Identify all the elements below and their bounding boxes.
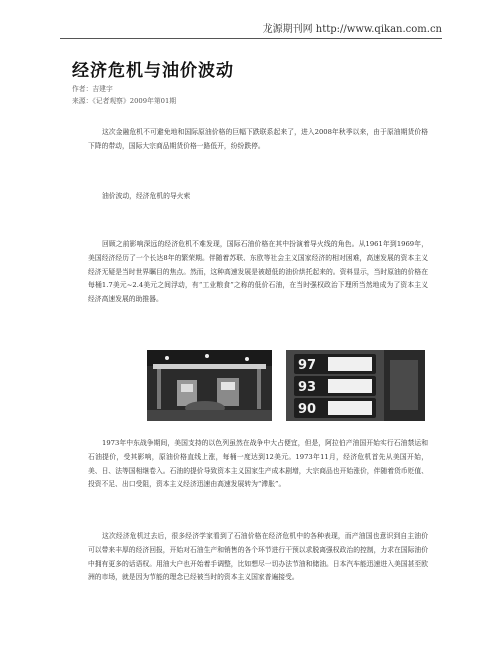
article-source: 来源：《记者观察》2009年第01期 xyxy=(72,97,177,105)
header-divider xyxy=(60,38,442,39)
gas-station-photo-icon xyxy=(147,350,272,421)
sign-grade-90: 90 xyxy=(298,402,317,417)
sign-grade-93: 93 xyxy=(298,380,317,395)
fuel-price-sign-photo-icon xyxy=(286,350,425,421)
fuel-price-sign-photo xyxy=(286,350,425,421)
sign-grade-97: 97 xyxy=(298,358,317,373)
article-author: 作者：吉建宇 xyxy=(72,85,113,93)
paragraph-aftermath: 这次经济危机过去后，很多经济学家看到了石油价格在经济危机中的各种表现，而产油国也意识到自主油价可以带来丰厚的经济回报，开始对石油生产和销售的各个环节进行干预以求脱离强权政治的控制，力求在国际油价中拥有更多的话语权。用油大户也开始着手调整，比如想尽一切办法节油和储油。日本汽车能迅速进入美国甚至欧洲的市场，就是因为节能的理念已经被当时的资本主义国家普遍接受。 xyxy=(88,532,428,582)
header-site-url: 龙源期刊网 http://www.qikan.com.cn xyxy=(262,24,442,35)
paragraph-history: 回顾之前影响深远的经济危机不难发现，国际石油价格在其中扮演着导火线的角色。从1961年到1969年，美国经济经历了一个长达8年的繁荣期。伴随着苏联、东欧等社会主义国家经济的相对困难，高速发展的资本主义经济无疑是当时世界瞩目的焦点。然而，这种高速发展是被超低的油价烘托起来的。资料显示，当时原油的价格在每桶1.7美元~2.4美元之间浮动，有“工业粮食”之称的低价石油，在当时强权政治下理所当然地成为了资本主义经济高速发展的助推器。 xyxy=(88,240,428,304)
paragraph-intro: 这次金融危机不可避免地和国际原油价格的巨幅下跌联系起来了，进入2008年秋季以来，由于原油期货价格下降的带动，国际大宗商品期货价格一路低开，纷纷跌停。 xyxy=(88,128,428,150)
paragraph-1973-crisis: 1973年中东战争期间，美国支持的以色列虽然在战争中大占便宜，但是，阿拉伯产油国开始实行石油禁运和石油提价，受其影响，原油价格直线上涨，每桶一度达到12美元。1973年11月，经济危机首先从美国开始，美、日、法等国相继卷入。石油的提价导致资本主义国家生产成本剧增，大宗商品也开始涨价，伴随着货币贬值、投资不足、出口受阻，资本主义经济迅速由高速发展转为“滞胀”。 xyxy=(88,439,428,489)
section-subheading: 油价波动，经济危机的导火索 xyxy=(102,192,191,200)
article-title: 经济危机与油价波动 xyxy=(72,61,234,81)
gas-station-photo xyxy=(147,350,272,421)
